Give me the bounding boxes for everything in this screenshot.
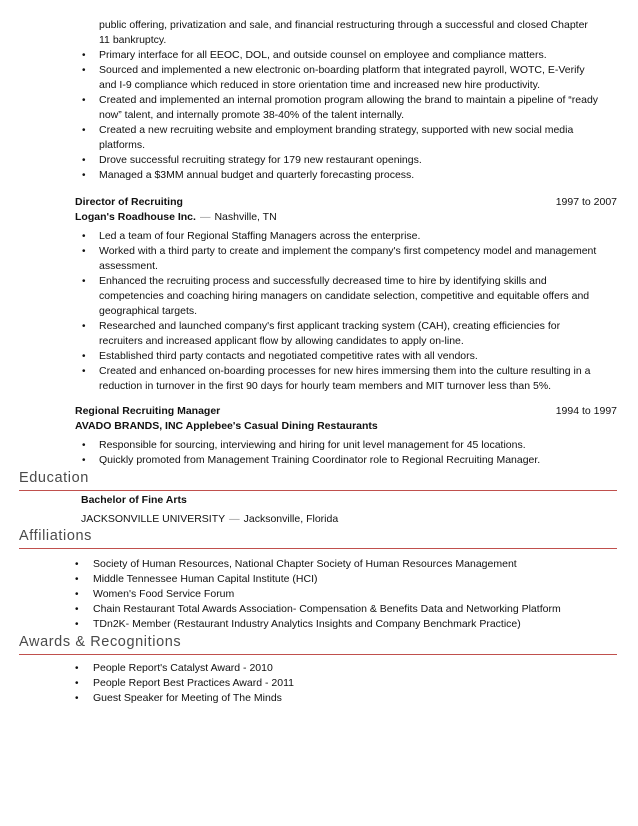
list-item: • Managed a $3MM annual budget and quarterly forecasting process. [99,168,599,183]
list-item: • Drove successful recruiting strategy for 179 new restaurant openings. [99,153,599,168]
job-company-line [75,419,617,434]
job-title: Regional Recruiting Manager [75,405,221,417]
job-dates: 1994 to 1997 [555,405,617,417]
job-bullet-list [99,438,599,468]
list-item: • Primary interface for all EEOC, DOL, and outside counsel on employee and compliance matters. [99,48,599,63]
list-item: • Quickly promoted from Management Training Coordinator role to Regional Recruiting Manager. [99,453,599,468]
list-item: • People Report's Catalyst Award - 2010 [93,661,613,676]
section-heading-education: Education [19,470,617,491]
continuation-lead-text: public offering, privatization and sale, and financial restructuring through a successful and closed Chapter 11 bankruptcy. [99,19,588,46]
list-item: • Created and enhanced on-boarding processes for new hires immersing them into the culture resulting in a reduction in turnover in the first 90 days for hourly team members and MIT turnover less than 5%. [99,364,599,394]
list-item: • Guest Speaker for Meeting of The Minds [93,691,613,706]
job-location: Nashville, TN [214,211,277,223]
list-item: • Led a team of four Regional Staffing Managers across the enterprise. [99,229,599,244]
job-director-of-recruiting [75,195,617,394]
education-entry [81,493,601,527]
list-item: • Society of Human Resources, National Chapter Society of Human Resources Management [93,557,613,572]
affiliations-list [93,557,613,632]
list-item: • Middle Tennessee Human Capital Institute (HCI) [93,572,613,587]
list-item: • People Report Best Practices Award - 2011 [93,676,613,691]
list-item: • Researched and launched company's first applicant tracking system (CAH), creating efficiencies for recruiters and increased applicant flow by allowing candidates to apply on-line. [99,319,599,349]
continuation-bullet-list [99,48,599,183]
list-item: • Established third party contacts and negotiated competitive rates with all vendors. [99,349,599,364]
job-dates: 1997 to 2007 [555,196,617,208]
list-item: • Worked with a third party to create and implement the company's first competency model and management assessment. [99,244,599,274]
education-degree: Bachelor of Fine Arts [81,494,187,506]
section-heading-affiliations: Affiliations [19,528,617,549]
previous-job-continuation [99,18,599,183]
job-company: Logan's Roadhouse Inc. [75,211,196,223]
separator-dash: — [199,211,211,223]
job-bullet-list [99,229,599,394]
list-item: • Chain Restaurant Total Awards Association- Compensation & Benefits Data and Networking Platform [93,602,613,617]
list-item: • Created a new recruiting website and employment branding strategy, supported with new social media platforms. [99,123,599,153]
job-company: AVADO BRANDS, INC Applebee's Casual Dining Restaurants [75,420,378,432]
separator-dash: — [229,513,240,525]
job-company-line [75,210,617,225]
list-item: • Sourced and implemented a new electronic on-boarding platform that integrated payroll, WOTC, E-Verify and I-9 compliance which reduced in store orientation time and increased new hire productivity. [99,63,599,93]
job-header [75,404,617,419]
education-location: Jacksonville, Florida [243,513,339,525]
section-heading-awards: Awards & Recognitions [19,634,617,655]
education-school-line [81,512,601,527]
job-regional-recruiting-manager [75,404,617,468]
list-item: • Women's Food Service Forum [93,587,613,602]
list-item: • Enhanced the recruiting process and successfully decreased time to hire by identifying skills and competencies and coaching hiring managers on candidate selection, competitive and equitable offers and geographical targets. [99,274,599,319]
education-school: JACKSONVILLE UNIVERSITY [81,513,226,525]
job-header [75,195,617,210]
job-title: Director of Recruiting [75,196,183,208]
awards-list [93,661,613,706]
list-item: • Created and implemented an internal promotion program allowing the brand to maintain a pipeline of “ready now” talent, and internally promote 38-40% of the talent internally. [99,93,599,123]
list-item: • TDn2K- Member (Restaurant Industry Analytics Insights and Company Benchmark Practice) [93,617,613,632]
list-item: • Responsible for sourcing, interviewing and hiring for unit level management for 45 locations. [99,438,599,453]
